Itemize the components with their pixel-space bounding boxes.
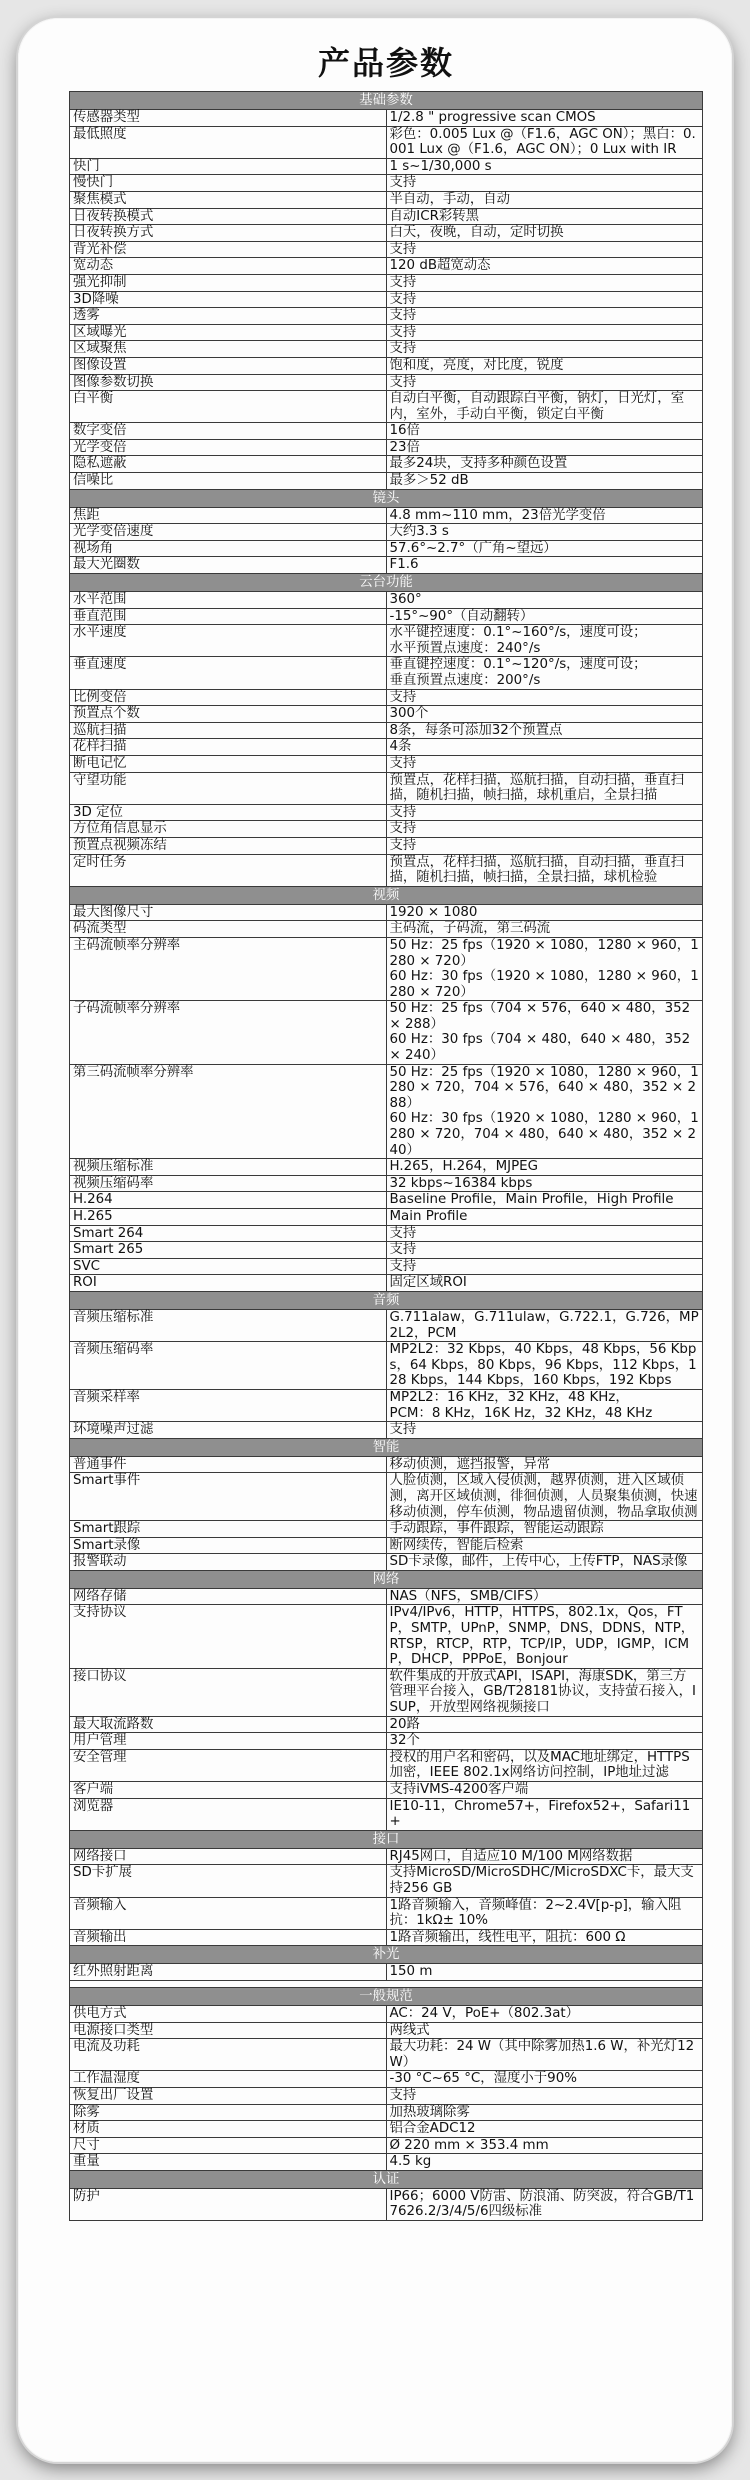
spec-label: 工作温湿度 — [70, 2071, 387, 2088]
spec-row — [70, 804, 703, 821]
spec-row — [70, 854, 703, 886]
section-title: 补光 — [70, 1946, 703, 1964]
spec-label: 除雾 — [70, 2104, 387, 2121]
spec-label: 比例变倍 — [70, 689, 387, 706]
spec-row — [70, 423, 703, 440]
spec-row — [70, 158, 703, 175]
spec-value: 支持 — [386, 821, 703, 838]
spec-value: 饱和度，亮度，对比度，锐度 — [386, 357, 703, 374]
spec-label: Smart跟踪 — [70, 1521, 387, 1538]
spec-label: 浏览器 — [70, 1798, 387, 1830]
section-title: 音频 — [70, 1291, 703, 1309]
spec-value: 1路音频输出，线性电平，阻抗：600 Ω — [386, 1929, 703, 1946]
spec-value: 白天，夜晚，自动，定时切换 — [386, 225, 703, 242]
spec-value: 预置点，花样扫描，巡航扫描，自动扫描，垂直扫描，随机扫描，帧扫描，全景扫描，球机检验 — [386, 854, 703, 886]
spec-row — [70, 2005, 703, 2022]
spec-row — [70, 1929, 703, 1946]
spec-label: 网络接口 — [70, 1848, 387, 1865]
spec-value: 150 m — [386, 1964, 703, 1981]
spec-value: 铝合金ADC12 — [386, 2121, 703, 2138]
spec-label: 巡航扫描 — [70, 722, 387, 739]
spec-value: 垂直键控速度：0.1°~120°/s，速度可设； 垂直预置点速度：200°/s — [386, 657, 703, 689]
spec-value: 彩色：0.005 Lux @（F1.6，AGC ON）；黑白：0.001 Lux @（F1.6，AGC ON）；0 Lux with IR — [386, 126, 703, 158]
spec-value: 最多24块，支持多种颜色设置 — [386, 456, 703, 473]
spec-row — [70, 1749, 703, 1781]
spec-value: 20路 — [386, 1716, 703, 1733]
spec-row — [70, 241, 703, 258]
spec-value: 人脸侦测，区域入侵侦测，越界侦测，进入区域侦测，离开区域侦测，徘徊侦测，人员聚集侦测，快速移动侦测，停车侦测，物品遗留侦测，物品拿取侦测 — [386, 1473, 703, 1521]
spec-value: 支持 — [386, 755, 703, 772]
spec-value: 8条，每条可添加32个预置点 — [386, 722, 703, 739]
spec-row — [70, 1588, 703, 1605]
spec-label: 垂直速度 — [70, 657, 387, 689]
section-header — [70, 1291, 703, 1309]
spec-label: 区域曝光 — [70, 324, 387, 341]
spec-label: 重量 — [70, 2154, 387, 2171]
spec-label: 光学变倍 — [70, 439, 387, 456]
spec-value: 支持 — [386, 241, 703, 258]
spec-label: 用户管理 — [70, 1733, 387, 1750]
spec-row — [70, 524, 703, 541]
spec-value: Baseline Profile，Main Profile，High Profile — [386, 1192, 703, 1209]
spec-label: 聚焦模式 — [70, 191, 387, 208]
spec-row — [70, 2154, 703, 2171]
spec-label: 安全管理 — [70, 1749, 387, 1781]
spec-row — [70, 689, 703, 706]
spec-label: 接口协议 — [70, 1668, 387, 1716]
spec-value: 最大功耗：24 W（其中除雾加热1.6 W，补光灯12 W） — [386, 2039, 703, 2071]
section-title: 认证 — [70, 2170, 703, 2188]
section-title: 镜头 — [70, 489, 703, 507]
spec-row — [70, 1225, 703, 1242]
section-header — [70, 489, 703, 507]
spec-row — [70, 772, 703, 804]
spec-value: IE10-11，Chrome57+，Firefox52+，Safari11+ — [386, 1798, 703, 1830]
spec-label: SD卡扩展 — [70, 1865, 387, 1897]
section-title: 一般规范 — [70, 1987, 703, 2005]
spec-row — [70, 1175, 703, 1192]
spec-row — [70, 2039, 703, 2071]
spec-row — [70, 1716, 703, 1733]
spec-row — [70, 357, 703, 374]
spec-row — [70, 1782, 703, 1799]
spec-row — [70, 1342, 703, 1390]
spec-label: 最大光圈数 — [70, 557, 387, 574]
spec-row — [70, 2121, 703, 2138]
spec-value: 软件集成的开放式API，ISAPI，海康SDK，第三方管理平台接入，GB/T28181协议，支持萤石接入，ISUP，开放型网络视频接口 — [386, 1668, 703, 1716]
spec-value: NAS（NFS，SMB/CIFS） — [386, 1588, 703, 1605]
spec-value: MP2L2：16 KHz，32 KHz，48 KHz， PCM：8 KHz，16K Hz，32 KHz，48 KHz — [386, 1389, 703, 1421]
spec-row — [70, 1537, 703, 1554]
spec-value: AC：24 V，PoE+（802.3at） — [386, 2005, 703, 2022]
spec-value: 自动白平衡，自动跟踪白平衡，钠灯，日光灯，室内，室外，手动白平衡，锁定白平衡 — [386, 391, 703, 423]
spec-row — [70, 1865, 703, 1897]
spec-row — [70, 1159, 703, 1176]
spec-label: 水平速度 — [70, 625, 387, 657]
spec-value: 4条 — [386, 739, 703, 756]
section-header — [70, 574, 703, 592]
spec-row — [70, 1798, 703, 1830]
spec-row — [70, 706, 703, 723]
spec-value: 120 dB超宽动态 — [386, 258, 703, 275]
spec-value: 支持 — [386, 341, 703, 358]
spec-row — [70, 191, 703, 208]
spec-label: 3D 定位 — [70, 804, 387, 821]
spec-label: 尺寸 — [70, 2137, 387, 2154]
spec-value: MP2L2：32 Kbps，40 Kbps，48 Kbps，56 Kbps，64 Kbps，80 Kbps，96 Kbps，112 Kbps，128 Kbps，144 Kbps，160 Kbps，192 Kbps — [386, 1342, 703, 1390]
spec-label: ROI — [70, 1275, 387, 1292]
spec-label: 环境噪声过滤 — [70, 1422, 387, 1439]
spec-row — [70, 592, 703, 609]
spec-row — [70, 557, 703, 574]
spacer-cell — [70, 1980, 703, 1987]
spec-row — [70, 821, 703, 838]
spec-label: 日夜转换模式 — [70, 208, 387, 225]
section-header — [70, 2170, 703, 2188]
spec-value: 两线式 — [386, 2022, 703, 2039]
spec-label: 最大图像尺寸 — [70, 904, 387, 921]
spec-row — [70, 208, 703, 225]
spec-label: 红外照射距离 — [70, 1964, 387, 1981]
spec-label: 图像参数切换 — [70, 374, 387, 391]
spec-row — [70, 391, 703, 423]
spec-value: -30 °C~65 °C，湿度小于90% — [386, 2071, 703, 2088]
spec-row — [70, 1422, 703, 1439]
spec-label: Smart事件 — [70, 1473, 387, 1521]
spec-row — [70, 110, 703, 127]
spec-value: G.711alaw，G.711ulaw，G.722.1，G.726，MP2L2，PCM — [386, 1309, 703, 1341]
spec-value: 23倍 — [386, 439, 703, 456]
spec-value: H.265，H.264，MJPEG — [386, 1159, 703, 1176]
spec-label: 电源接口类型 — [70, 2022, 387, 2039]
section-title: 接口 — [70, 1830, 703, 1848]
spec-label: 守望功能 — [70, 772, 387, 804]
spec-value: 57.6°~2.7°（广角~望远） — [386, 540, 703, 557]
spec-label: 预置点视频冻结 — [70, 837, 387, 854]
spec-label: H.265 — [70, 1209, 387, 1226]
spec-row — [70, 739, 703, 756]
section-header — [70, 886, 703, 904]
spec-value: -15°~90°（自动翻转） — [386, 608, 703, 625]
spec-value: 16倍 — [386, 423, 703, 440]
spec-value: 1 s~1/30,000 s — [386, 158, 703, 175]
section-title: 智能 — [70, 1438, 703, 1456]
spec-row — [70, 2137, 703, 2154]
section-title: 视频 — [70, 886, 703, 904]
spec-row — [70, 258, 703, 275]
spec-row — [70, 1521, 703, 1538]
spec-value: 支持 — [386, 1225, 703, 1242]
spec-label: 图像设置 — [70, 357, 387, 374]
spec-label: 最低照度 — [70, 126, 387, 158]
spec-label: 视频压缩码率 — [70, 1175, 387, 1192]
spec-value: 支持MicroSD/MicroSDHC/MicroSDXC卡，最大支持256 GB — [386, 1865, 703, 1897]
spec-row — [70, 1192, 703, 1209]
spec-value: 4.5 kg — [386, 2154, 703, 2171]
section-header — [70, 1570, 703, 1588]
spec-value: 支持 — [386, 1258, 703, 1275]
spec-row — [70, 1733, 703, 1750]
spec-value: 大约3.3 s — [386, 524, 703, 541]
spec-label: H.264 — [70, 1192, 387, 1209]
spec-value: 主码流，子码流，第三码流 — [386, 921, 703, 938]
spec-label: 网络存储 — [70, 1588, 387, 1605]
spec-label: 报警联动 — [70, 1554, 387, 1571]
spec-value: 4.8 mm~110 mm，23倍光学变倍 — [386, 507, 703, 524]
spec-value: 300个 — [386, 706, 703, 723]
spec-label: 慢快门 — [70, 175, 387, 192]
spec-row — [70, 473, 703, 490]
spec-value: 加热玻璃除雾 — [386, 2104, 703, 2121]
spec-label: 背光补偿 — [70, 241, 387, 258]
spec-label: 普通事件 — [70, 1456, 387, 1473]
spec-row — [70, 921, 703, 938]
spec-label: 音频压缩标准 — [70, 1309, 387, 1341]
spec-row — [70, 937, 703, 1000]
spec-value: 断网续传，智能后检索 — [386, 1537, 703, 1554]
spec-row — [70, 657, 703, 689]
spec-label: 光学变倍速度 — [70, 524, 387, 541]
spec-label: 断电记忆 — [70, 755, 387, 772]
spec-row — [70, 1554, 703, 1571]
spec-value: 支持 — [386, 1422, 703, 1439]
spec-row — [70, 456, 703, 473]
spec-label: 子码流帧率分辨率 — [70, 1001, 387, 1064]
section-header — [70, 1830, 703, 1848]
spec-row — [70, 722, 703, 739]
spec-label: 第三码流帧率分辨率 — [70, 1064, 387, 1159]
spec-row — [70, 439, 703, 456]
spec-value: 50 Hz：25 fps（1920 × 1080，1280 × 960，1280 × 720，704 × 576，640 × 480，352 × 288） 60 Hz：30 fps（1920 × 1080，1280 × 960，1280 × 720，704 × 480，640 × 480，352 × 240） — [386, 1064, 703, 1159]
spec-label: 最大取流路数 — [70, 1716, 387, 1733]
spec-value: 支持 — [386, 2087, 703, 2104]
spec-label: 隐私遮蔽 — [70, 456, 387, 473]
spec-row — [70, 126, 703, 158]
spec-table-body — [70, 92, 703, 2221]
section-header — [70, 1438, 703, 1456]
spec-value: 支持 — [386, 837, 703, 854]
spec-row — [70, 625, 703, 657]
spec-row — [70, 2022, 703, 2039]
spec-row — [70, 324, 703, 341]
spec-label: Smart 264 — [70, 1225, 387, 1242]
spec-value: 支持 — [386, 689, 703, 706]
spec-label: 日夜转换方式 — [70, 225, 387, 242]
spec-value: 32个 — [386, 1733, 703, 1750]
spec-label: 定时任务 — [70, 854, 387, 886]
spec-value: 授权的用户名和密码，以及MAC地址绑定，HTTPS加密，IEEE 802.1x网络访问控制，IP地址过滤 — [386, 1749, 703, 1781]
spec-label: 支持协议 — [70, 1605, 387, 1668]
spec-value: 支持iVMS-4200客户端 — [386, 1782, 703, 1799]
spec-value: 1/2.8 " progressive scan CMOS — [386, 110, 703, 127]
spec-value: 固定区域ROI — [386, 1275, 703, 1292]
spec-row — [70, 1848, 703, 1865]
spec-label: 区域聚焦 — [70, 341, 387, 358]
spec-value: 32 kbps~16384 kbps — [386, 1175, 703, 1192]
spec-value: 手动跟踪，事件跟踪，智能运动跟踪 — [386, 1521, 703, 1538]
spec-label: 快门 — [70, 158, 387, 175]
section-header — [70, 1987, 703, 2005]
spec-value: IP66；6000 V防雷、防浪涌、防突波，符合GB/T17626.2/3/4/5/6四级标准 — [386, 2188, 703, 2220]
spec-value: 水平键控速度：0.1°~160°/s，速度可设； 水平预置点速度：240°/s — [386, 625, 703, 657]
spec-row — [70, 540, 703, 557]
spec-label: 主码流帧率分辨率 — [70, 937, 387, 1000]
spec-row — [70, 837, 703, 854]
spec-row — [70, 2071, 703, 2088]
spec-value: 支持 — [386, 291, 703, 308]
spec-value: 50 Hz：25 fps（1920 × 1080，1280 × 960，1280 × 720） 60 Hz：30 fps（1920 × 1080，1280 × 960，1280 × 720） — [386, 937, 703, 1000]
spec-row — [70, 1473, 703, 1521]
spec-value: 支持 — [386, 1242, 703, 1259]
spec-label: 3D降噪 — [70, 291, 387, 308]
spec-row — [70, 2104, 703, 2121]
spec-value: F1.6 — [386, 557, 703, 574]
spec-value: 50 Hz：25 fps（704 × 576，640 × 480，352 × 288） 60 Hz：30 fps（704 × 480，640 × 480，352 × 240） — [386, 1001, 703, 1064]
spec-value: 移动侦测，遮挡报警，异常 — [386, 1456, 703, 1473]
spec-label: 宽动态 — [70, 258, 387, 275]
spec-value: RJ45网口，自适应10 M/100 M网络数据 — [386, 1848, 703, 1865]
spec-label: 数字变倍 — [70, 423, 387, 440]
spec-label: 视频压缩标准 — [70, 1159, 387, 1176]
spec-row — [70, 1309, 703, 1341]
spec-value: 预置点，花样扫描，巡航扫描，自动扫描，垂直扫描，随机扫描，帧扫描，球机重启，全景扫描 — [386, 772, 703, 804]
spec-value: 半自动，手动，自动 — [386, 191, 703, 208]
spec-label: 花样扫描 — [70, 739, 387, 756]
spec-row — [70, 1605, 703, 1668]
section-header — [70, 92, 703, 110]
spec-value: 1路音频输入，音频峰值：2~2.4V[p-p]，输入阻抗：1kΩ± 10% — [386, 1897, 703, 1929]
spec-label: 垂直范围 — [70, 608, 387, 625]
spec-row — [70, 1275, 703, 1292]
spec-label: 音频采样率 — [70, 1389, 387, 1421]
spec-label: 传感器类型 — [70, 110, 387, 127]
spec-row — [70, 1668, 703, 1716]
spec-label: 焦距 — [70, 507, 387, 524]
spec-label: 音频输出 — [70, 1929, 387, 1946]
spec-row — [70, 374, 703, 391]
spec-label: 音频输入 — [70, 1897, 387, 1929]
spec-label: 音频压缩码率 — [70, 1342, 387, 1390]
spec-label: 电流及功耗 — [70, 2039, 387, 2071]
spec-label: 强光抑制 — [70, 274, 387, 291]
spec-row — [70, 1064, 703, 1159]
spec-label: 白平衡 — [70, 391, 387, 423]
spec-label: 客户端 — [70, 1782, 387, 1799]
spec-value: 支持 — [386, 274, 703, 291]
spec-row — [70, 1258, 703, 1275]
spec-value: Ø 220 mm × 353.4 mm — [386, 2137, 703, 2154]
spec-value: 支持 — [386, 175, 703, 192]
spec-label: 信噪比 — [70, 473, 387, 490]
section-title: 基础参数 — [70, 92, 703, 110]
spec-label: 码流类型 — [70, 921, 387, 938]
spec-value: 1920 × 1080 — [386, 904, 703, 921]
spec-label: 材质 — [70, 2121, 387, 2138]
spec-row — [70, 1897, 703, 1929]
spec-row — [70, 1209, 703, 1226]
spec-row — [70, 608, 703, 625]
spec-row — [70, 274, 703, 291]
spec-value: Main Profile — [386, 1209, 703, 1226]
spec-row — [70, 2188, 703, 2220]
spec-row — [70, 1964, 703, 1981]
spec-row — [70, 2087, 703, 2104]
spec-label: 恢复出厂设置 — [70, 2087, 387, 2104]
spec-row — [70, 225, 703, 242]
spec-label: 水平范围 — [70, 592, 387, 609]
spec-value: 支持 — [386, 804, 703, 821]
spec-card — [18, 18, 732, 2462]
spec-label: 预置点个数 — [70, 706, 387, 723]
spec-row — [70, 755, 703, 772]
section-header — [70, 1946, 703, 1964]
spec-value: IPv4/IPv6，HTTP，HTTPS，802.1x，Qos，FTP，SMTP，UPnP，SNMP，DNS，DDNS，NTP，RTSP，RTCP，RTP，TCP/IP，UDP，IGMP，ICMP，DHCP，PPPoE，Bonjour — [386, 1605, 703, 1668]
spec-row — [70, 1242, 703, 1259]
spec-row — [70, 1001, 703, 1064]
spec-value: SD卡录像，邮件，上传中心，上传FTP，NAS录像 — [386, 1554, 703, 1571]
section-title: 网络 — [70, 1570, 703, 1588]
spec-value: 360° — [386, 592, 703, 609]
spec-row — [70, 308, 703, 325]
spec-label: Smart 265 — [70, 1242, 387, 1259]
spec-label: 防护 — [70, 2188, 387, 2220]
spacer-row — [70, 1980, 703, 1987]
spec-value: 支持 — [386, 308, 703, 325]
spec-row — [70, 341, 703, 358]
spec-label: SVC — [70, 1258, 387, 1275]
spec-label: 透雾 — [70, 308, 387, 325]
section-title: 云台功能 — [70, 574, 703, 592]
spec-label: 方位角信息显示 — [70, 821, 387, 838]
spec-row — [70, 1389, 703, 1421]
spec-value: 最多＞52 dB — [386, 473, 703, 490]
spec-label: 供电方式 — [70, 2005, 387, 2022]
spec-label: 视场角 — [70, 540, 387, 557]
spec-value: 自动ICR彩转黑 — [386, 208, 703, 225]
spec-row — [70, 1456, 703, 1473]
spec-value: 支持 — [386, 324, 703, 341]
page-title: 产品参数 — [317, 44, 454, 82]
spec-table — [69, 91, 703, 2221]
spec-row — [70, 175, 703, 192]
spec-label: Smart录像 — [70, 1537, 387, 1554]
spec-row — [70, 507, 703, 524]
spec-row — [70, 291, 703, 308]
spec-row — [70, 904, 703, 921]
spec-value: 支持 — [386, 374, 703, 391]
